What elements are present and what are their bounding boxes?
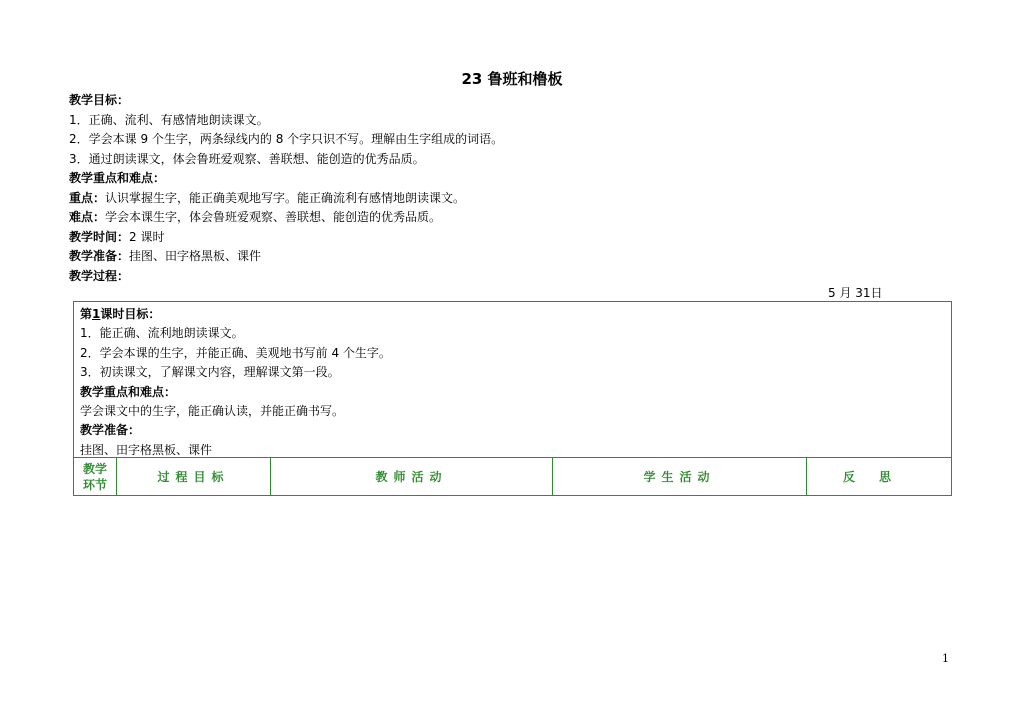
key-points-heading: 教学重点和难点： [69, 171, 166, 185]
lesson-goal-heading [80, 305, 951, 324]
goal-prefix: 第 [80, 307, 93, 321]
process-heading: 教学过程： [69, 268, 130, 283]
time-text: 2 课时 [129, 229, 165, 244]
document-title: 23 鲁班和橹板 [461, 70, 563, 88]
prep-label: 教学准备： [69, 249, 130, 263]
objective-item: 2．学会本课 9 个生字，两条绿线内的 8 个字只识不写。理解由生字组成的词语。 [69, 132, 504, 146]
objective-item: 3．通过朗读课文，体会鲁班爱观察、善联想、能创造的优秀品质。 [69, 151, 425, 166]
header-student-activity: 学生活动 [553, 458, 807, 495]
lesson-plan-header [69, 91, 949, 286]
lesson-goal-item [80, 324, 951, 343]
header-teacher-activity: 教师活动 [271, 458, 553, 495]
prep-line [69, 247, 949, 267]
key-point-line [69, 189, 949, 209]
difficulty-text: 学会本课生字，体会鲁班爱观察、善联想、能创造的优秀品质。 [105, 210, 442, 224]
time-line [69, 228, 949, 248]
lesson-key-text: 学会课文中的生字，能正确认读，并能正确书写。 [80, 403, 345, 418]
lesson-info-cell [74, 302, 951, 458]
table-header-row [74, 458, 951, 495]
lesson-prep-heading: 教学准备： [80, 423, 141, 438]
header-reflection: 反思 [842, 470, 915, 484]
goal-number: 1 [92, 307, 101, 321]
header-process-goal: 过程目标 [117, 458, 271, 495]
lesson-goal-item [80, 363, 951, 382]
time-label: 教学时间： [69, 229, 130, 244]
prep-text: 挂图、田字格黑板、课件 [129, 249, 262, 263]
lesson-goal-text: 2．学会本课的生字，并能正确、美观地书写前 4 个生字。 [80, 345, 391, 360]
key-point-text: 认识掌握生字，能正确美观地写字。能正确流利有感情地朗读课文。 [105, 190, 466, 205]
page-number: 1 [942, 652, 949, 665]
lesson-table [73, 301, 952, 496]
lesson-goal-text: 3．初读课文，了解课文内容，理解课文第一段。 [80, 365, 340, 380]
difficulty-line [69, 208, 949, 228]
objectives-heading: 教学目标： [69, 93, 130, 107]
goal-suffix: 课时目标： [100, 307, 161, 321]
lesson-key-heading: 教学重点和难点： [80, 384, 177, 399]
lesson-prep-text: 挂图、田字格黑板、课件 [80, 442, 213, 457]
header-stage-line1: 教学 [82, 461, 107, 476]
objective-item: 1．正确、流利、有感情地朗读课文。 [69, 112, 269, 127]
header-stage-line2: 环节 [82, 477, 107, 492]
key-point-label: 重点： [69, 190, 106, 205]
lesson-goal-item [80, 344, 951, 363]
lesson-date: 5 月 31日 [828, 286, 883, 300]
lesson-goal-text: 1．能正确、流利地朗读课文。 [80, 326, 244, 341]
header-teaching-stage [74, 458, 117, 495]
difficulty-label: 难点： [69, 210, 106, 224]
